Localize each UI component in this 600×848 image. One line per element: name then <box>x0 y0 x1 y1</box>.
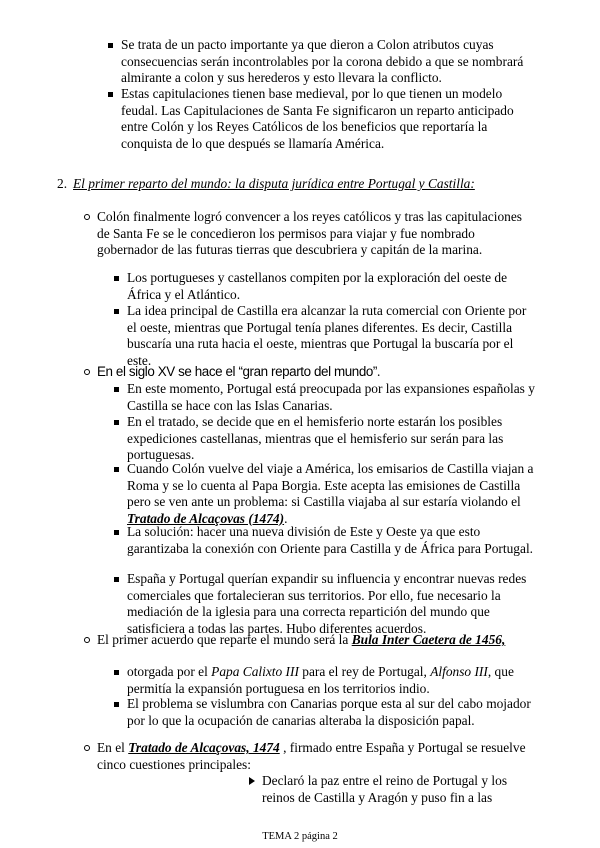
section-number: 2. <box>57 176 68 191</box>
subitem-text: , que permitía la expansión portuguesa en los territorios indio. <box>127 664 514 696</box>
page-footer: TEMA 2 página 2 <box>262 831 338 842</box>
arrow-item-paz <box>262 773 542 806</box>
subitem-text: La idea principal de Castilla era alcanzar la ruta comercial con Oriente por el oeste, mientras que Portugal tenía planes diferentes. Es decir, Castilla buscaría una ruta hacia el oeste, mientras que Portugal la buscaría por el este. <box>127 303 527 368</box>
item-tratado-alcacovas <box>97 740 537 773</box>
period: . <box>284 510 288 526</box>
rey-name: Alfonso III <box>430 664 488 679</box>
item-bula <box>97 632 537 649</box>
subitem-text: En el tratado, se decide que en el hemisferio norte estarán los posibles expediciones castellanas, mientras que el hemisferio sur serán para las portuguesas. <box>127 414 504 462</box>
subitem-text: La solución: hacer una nueva división de Este y Oeste ya que esto garantizaba la conexión con Oriente para Castilla y de África para Portugal. <box>127 524 534 556</box>
gran-reparto-text: En el siglo XV se hace el “gran reparto del mundo” <box>97 364 377 379</box>
subitem-text: En este momento, Portugal está preocupada por las expansiones españolas y Castilla se hace con las Islas Canarias. <box>127 381 535 413</box>
subitem-text: para el rey de Portugal, <box>298 664 431 679</box>
tratado-alcacovas-1474-link[interactable]: Tratado de Alcaçovas, 1474 <box>128 740 280 755</box>
tratado-alcacovas-link[interactable]: Tratado de Alcaçovas (1474) <box>127 510 285 526</box>
papa-name: Papa Calixto III <box>211 664 299 679</box>
bullet-text: Se trata de un pacto importante ya que dieron a Colon atributos cuyas consecuencias serán incontrolables por la corona debido a que se nombrará almirante a colon y sus herederos y esto llevara la conflicto. <box>121 37 524 85</box>
item-text: , firmado entre España y Portugal se resuelve cinco cuestiones principales: <box>97 740 526 772</box>
subitem-ruta-oriente <box>127 303 539 369</box>
subitem-competencia <box>127 270 539 303</box>
item-text: El primer acuerdo que reparte el mundo será la <box>97 632 352 647</box>
bullet-pacto <box>121 37 536 87</box>
item-colon-convence <box>97 209 537 259</box>
subitem-portugal-preocupada <box>127 381 539 414</box>
subitem-calixto <box>127 664 539 697</box>
bula-inter-caetera-link[interactable]: Bula Inter Caetera de 1456, <box>351 632 506 647</box>
subitem-text: Los portugueses y castellanos compiten por la exploración del oeste de África y el Atlántico. <box>127 270 508 302</box>
subitem-solucion <box>127 524 539 557</box>
item-gran-reparto <box>97 364 537 381</box>
item-text: Colón finalmente logró convencer a los reyes católicos y tras las capitulaciones de Santa Fe se le concedieron los permisos para viajar y fue nombrado gobernador de las futuras tierras que descubriera y capitán de la marina. <box>97 209 523 257</box>
subitem-text: El problema se vislumbra con Canarias porque esta al sur del cabo mojador por lo que la ocupación de canarias alteraba la disposición papal. <box>127 696 531 728</box>
period: . <box>376 364 381 379</box>
subitem-text: España y Portugal querían expandir su influencia y encontrar nuevas redes comerciales que fortalecieran sus territorios. Por ello, fue necesario la mediación de la iglesia para una correcta repartición del mundo que satisficiera a todas las partes. Hubo diferentes acuerdos. <box>127 571 527 636</box>
item-text: En el <box>97 740 129 755</box>
subitem-text: otorgada por el <box>127 664 212 679</box>
bullet-text: Estas capitulaciones tienen base medieval, por lo que tienen un modelo feudal. Las Capitulaciones de Santa Fe significaron un reparto anticipado entre Colón y los Reyes Católicos de los beneficios que reportaría la conquista de lo que después se llamaría América. <box>121 86 514 151</box>
subitem-expansion <box>127 571 539 637</box>
section-title: El primer reparto del mundo: la disputa jurídica entre Portugal y Castilla: <box>73 176 475 191</box>
subitem-hemisferios <box>127 414 539 464</box>
bullet-capitulaciones <box>121 86 536 152</box>
subitem-text: Cuando Colón vuelve del viaje a América, los emisarios de Castilla viajan a Roma y se lo cuenta al Papa Borgia. Este acepta las emisiones de Castilla pero se ven ante un problema: si Castilla viajaba al sur estaría violando el <box>127 461 534 509</box>
subitem-colon-vuelve <box>127 461 539 527</box>
subitem-canarias <box>127 696 539 729</box>
arrow-item-text: Declaró la paz entre el reino de Portugal y los reinos de Castilla y Aragón y puso fin a las <box>262 773 508 805</box>
section-heading <box>57 176 557 193</box>
